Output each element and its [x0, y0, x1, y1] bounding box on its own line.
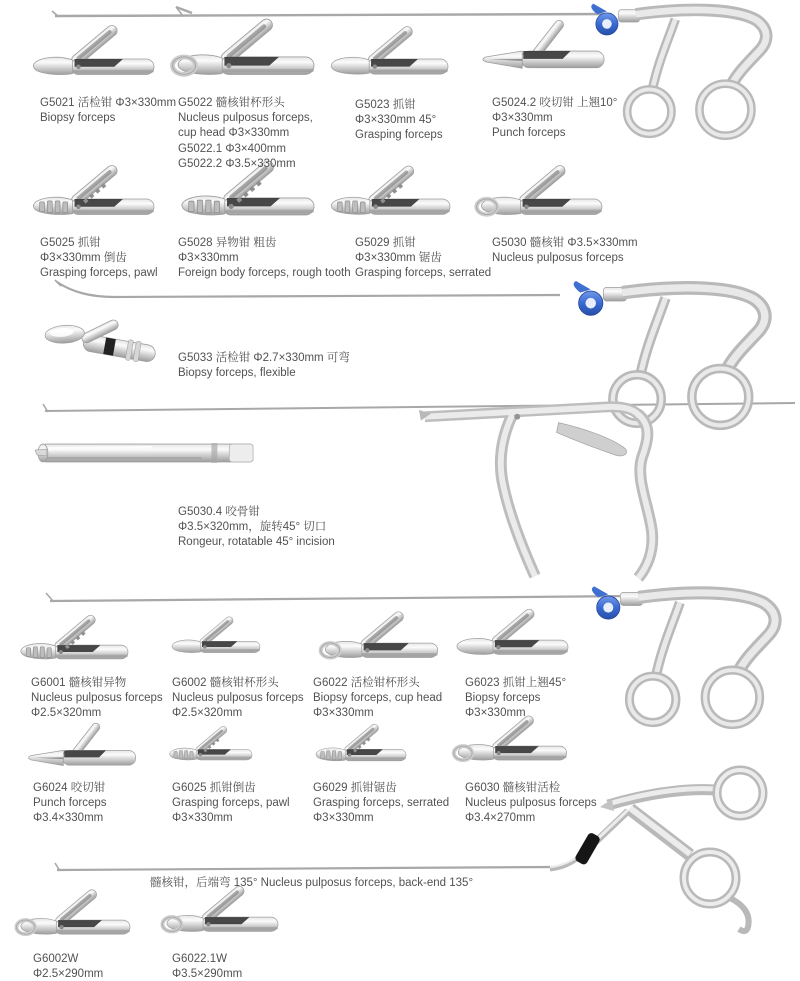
product-label-g6022	[313, 676, 442, 722]
g6029-tip-image	[316, 723, 406, 761]
label-line: Φ3×330mm 锯齿	[355, 252, 442, 265]
product-label-g5021	[40, 96, 176, 126]
product-label-g6002w	[33, 952, 103, 981]
g5024-2-tip-image	[483, 19, 604, 69]
label-line: Nucleus pulposus forceps	[172, 692, 304, 705]
label-line: Foreign body forceps, rough tooth	[178, 267, 351, 280]
label-line: Nucleus pulposus forceps,	[178, 112, 313, 125]
label-line: Grasping forceps	[355, 129, 443, 142]
g6001-tip-image	[21, 613, 128, 659]
label-line: Nucleus pulposus forceps	[31, 692, 163, 705]
label-line: G5024.2 咬切钳 上翘10°	[492, 97, 618, 109]
label-line: Φ3×330mm	[465, 707, 526, 720]
label-line: Grasping forceps, pawl	[172, 797, 290, 810]
row1-shaft-line	[55, 14, 612, 16]
label-line: G6029 抓钳锯齿	[313, 782, 397, 794]
label-line: G6022 活检钳杯形头	[313, 677, 420, 689]
label-line: Φ2.5×320mm	[172, 707, 243, 720]
label-line: Biopsy forceps	[40, 112, 116, 125]
label-line: G5029 抓钳	[355, 237, 416, 249]
label-line: Φ3×330mm	[313, 707, 374, 720]
label-line: Φ2.5×320mm	[31, 707, 102, 720]
label-line: Grasping forceps, serrated	[355, 267, 492, 280]
g5023-tip-image	[331, 24, 448, 74]
product-label-g6022-1w	[172, 952, 242, 981]
label-line: G5022.2 Φ3.5×330mm	[178, 157, 296, 170]
label-line: Nucleus pulposus forceps	[465, 797, 597, 810]
label-line: Nucleus pulposus forceps	[492, 252, 624, 265]
product-label-g5023	[355, 98, 443, 144]
label-line: Punch forceps	[492, 127, 566, 140]
row5-shaft-line	[50, 596, 640, 601]
label-line: Punch forceps	[33, 797, 107, 810]
top-right-scissor-handle-image	[591, 4, 766, 136]
label-line: Φ3.5×290mm	[172, 968, 243, 981]
label-line: G5030.4 咬骨钳	[178, 506, 260, 518]
label-line: Biopsy forceps, cup head	[313, 692, 443, 705]
g6025-tip-image	[170, 725, 252, 760]
g5022-tip-image	[173, 17, 314, 75]
g6022-tip-image	[321, 610, 438, 658]
product-label-g5030	[492, 236, 638, 266]
row3-shaft-line	[57, 282, 560, 297]
label-line: G6030 髓核钳活检	[465, 782, 561, 794]
product-label-g5022	[178, 96, 313, 172]
g6000-scissor-handle-image	[592, 586, 775, 724]
label-line: Biopsy forceps	[465, 692, 541, 705]
g5025-tip-image	[33, 163, 154, 214]
label-line: Φ3.4×330mm	[33, 812, 104, 825]
product-label-g6001	[31, 676, 163, 722]
label-line: Φ3×330mm	[492, 112, 553, 125]
product-label-g6023	[465, 676, 566, 722]
label-line: G6002 髓核钳杯形头	[172, 677, 279, 689]
label-line: Φ3.4×270mm	[465, 812, 536, 825]
label-line: Φ3.5×320mm，旋转45° 切口	[178, 521, 327, 534]
product-label-g5024-2	[492, 96, 617, 142]
g5033-tip-image	[41, 306, 160, 364]
label-line: G6001 髓核钳异物	[31, 677, 127, 689]
row7-shaft-line	[57, 867, 552, 870]
back-end-135-caption: 髓核钳，后端弯 135° Nucleus pulposus forceps, back-end 135°	[150, 877, 474, 889]
row4-shaft-line	[45, 403, 795, 411]
label-line: G5022.1 Φ3×400mm	[178, 142, 286, 155]
label-line: G6023 抓钳上翘45°	[465, 677, 567, 689]
g5030-4-rongeur-handle-image	[419, 407, 652, 578]
product-label-g5028	[178, 236, 351, 282]
label-line: Φ3×330mm	[172, 812, 233, 825]
product-label-g5033	[178, 351, 350, 381]
label-line: G6025 抓钳倒齿	[172, 782, 256, 794]
product-label-g6024	[33, 781, 107, 827]
label-line: G5033 活检钳 Φ2.7×330mm 可弯	[178, 352, 350, 364]
g6023-tip-image	[457, 607, 568, 654]
product-label-g5025	[40, 236, 158, 282]
label-line: Rongeur, rotatable 45° incision	[178, 536, 335, 549]
product-label-g6030	[465, 781, 597, 827]
g6002w-tip-image	[16, 888, 130, 934]
label-line: G5023 抓钳	[355, 99, 416, 111]
g5030-tip-image	[477, 163, 602, 214]
label-line: G5030 髓核钳 Φ3.5×330mm	[492, 237, 638, 249]
g6002-tip-image	[172, 615, 260, 652]
g6022-1w-tip-image	[162, 884, 278, 931]
label-line: G5021 活检钳 Φ3×330mm	[40, 97, 177, 109]
label-line: G5028 异物钳 粗齿	[178, 237, 277, 249]
label-line: G5022 髓核钳杯形头	[178, 97, 285, 109]
product-label-g6025	[172, 781, 290, 827]
label-line: G6022.1W	[172, 953, 227, 965]
g5029-tip-image	[331, 164, 450, 214]
product-label-g6002	[172, 676, 304, 722]
product-label-g6029	[313, 781, 449, 827]
label-line: G6002W	[33, 953, 79, 965]
g5030-4-outer-tube-image	[35, 443, 253, 463]
label-line: G6024 咬切钳	[33, 782, 106, 794]
product-label-g5030-4	[178, 505, 335, 551]
label-line: G5025 抓钳	[40, 237, 101, 249]
g6024-tip-image	[28, 722, 135, 766]
label-line: Φ2.5×290mm	[33, 968, 104, 981]
label-line: cup head Φ3×330mm	[178, 127, 290, 140]
label-line: Φ3×330mm 倒齿	[40, 252, 127, 265]
label-line: Biopsy forceps, flexible	[178, 367, 296, 380]
label-line: Φ3×330mm	[313, 812, 374, 825]
label-line: Φ3×330mm 45°	[355, 114, 437, 127]
label-line: Grasping forceps, pawl	[40, 267, 158, 280]
label-line: Φ3×330mm	[178, 252, 239, 265]
g5021-tip-image	[33, 23, 154, 74]
label-line: Grasping forceps, serrated	[313, 797, 450, 810]
product-label-g5029	[355, 236, 491, 282]
